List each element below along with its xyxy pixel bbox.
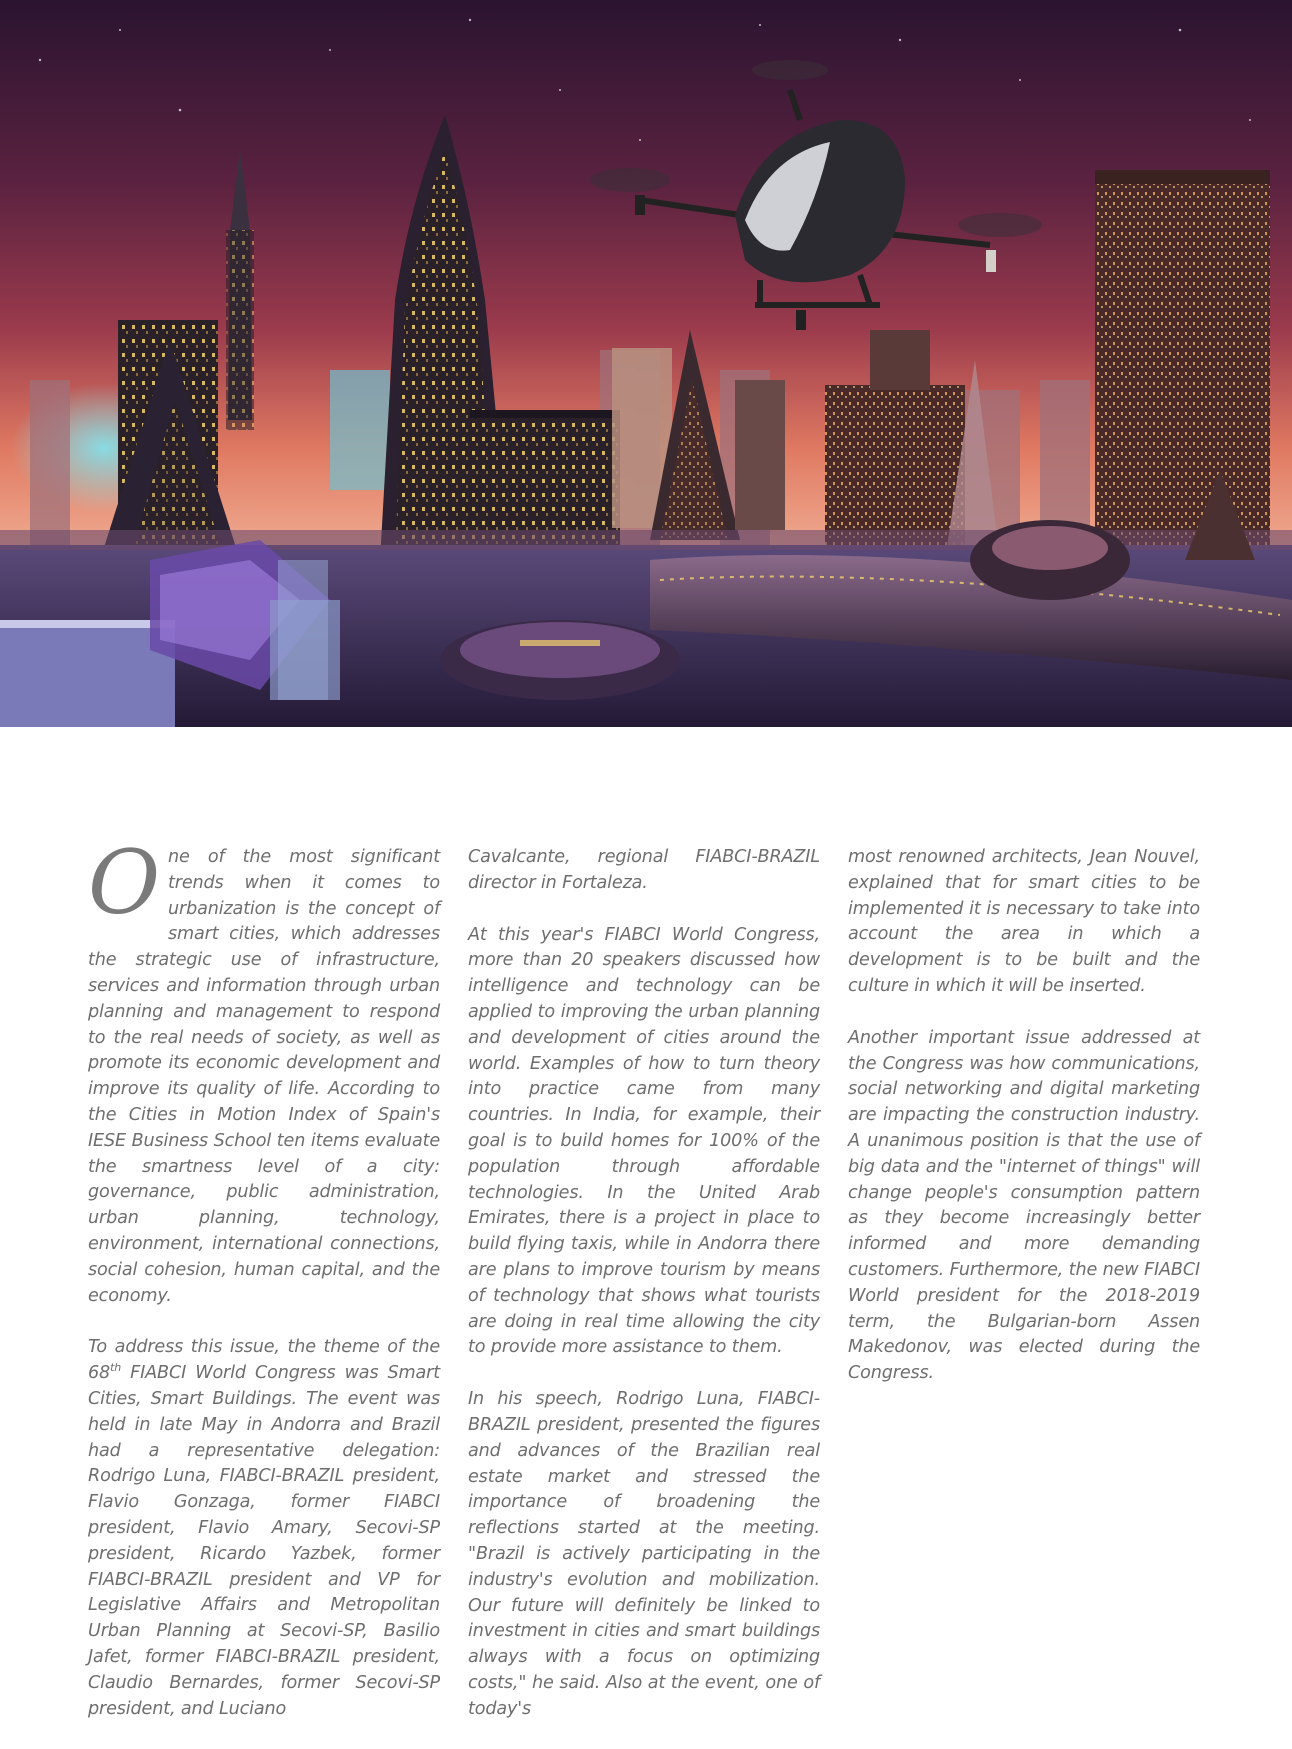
ordinal-suffix: th [110, 1361, 122, 1375]
article-body [88, 831, 1200, 1719]
article-paragraph [88, 1335, 440, 1722]
article-column-1 [88, 831, 440, 1748]
paragraph-text: FIABCI World Congress was Smart Cities, Smart Buildings. The event was held in late May in Andorra and Brazil had a representative delegation: Rodrigo Luna, FIABCI-BRAZIL president, Flavio Gonzaga, former FIABCI president, Flavio Amary, Secovi-SP president, Ricardo Yazbek, former FIABCI-BRAZIL president and VP for Legislative Affairs and Metropolitan Urban Planning at Secovi-SP, Basilio Jafet, former FIABCI-BRAZIL president, Claudio Bernardes, former Secovi-SP president, and Luciano [88, 1363, 440, 1719]
article-paragraph: Cavalcante, regional FIABCI-BRAZIL director in Fortaleza. [468, 847, 820, 893]
drop-cap: O [88, 831, 160, 934]
paragraph-text: ne of the most significant trends when it comes to urbanization is the concept of smart cities, which addresses the strategic use of infrastructure, services and information through urban planning and management to respond to the real needs of society, as well as promote its economic development and improve its quality of life. According to the Cities in Motion Index of Spain's IESE Business School ten items evaluate the smartness level of a city: governance, public administration, urban planning, technology, environment, international connections, social cohesion, human capital, and the economy. [88, 847, 440, 1306]
article-paragraph: most renowned architects, Jean Nouvel, explained that for smart cities to be implemented it is necessary to take into account the area in which a development is to be built and the culture in which it will be inserted. [848, 847, 1200, 996]
article-column-2 [468, 845, 820, 1749]
paragraph-text: To address this issue, the theme of the 68 [88, 1337, 440, 1384]
hero-illustration [0, 0, 1292, 727]
article-column-3 [848, 845, 1200, 1413]
article-paragraph: In his speech, Rodrigo Luna, FIABCI-BRAZIL president, presented the figures and advances of the Brazilian real estate market and stressed the importance of broadening the reflections started at the meeting. "Brazil is actively participating in the industry's evolution and mobilization. Our future will definitely be linked to investment in cities and smart buildings always with a focus on optimizing costs," he said. Also at the event, one of today's [468, 1389, 820, 1719]
article-paragraph: At this year's FIABCI World Congress, more than 20 speakers discussed how intelligence and technology can be applied to improving the urban planning and development of cities around the world. Examples of how to turn theory into practice came from many countries. In India, for example, their goal is to build homes for 100% of the population through affordable technologies. In the United Arab Emirates, there is a project in place to build flying taxis, while in Andorra there are plans to improve tourism by means of technology that shows what tourists are doing in real time allowing the city to provide more assistance to them. [468, 924, 820, 1358]
article-paragraph: Another important issue addressed at the Congress was how communications, social networking and digital marketing are impacting the construction industry. A unanimous position is that the use of big data and the "internet of things" will change people's consumption pattern as they become increasingly better informed and more demanding customers. Furthermore, the new FIABCI World president for the 2018-2019 term, the Bulgarian-born Assen Makedonov, was elected during the Congress. [848, 1027, 1200, 1384]
futuristic-city-drone-icon [0, 0, 1292, 727]
article-paragraph [88, 831, 440, 1309]
